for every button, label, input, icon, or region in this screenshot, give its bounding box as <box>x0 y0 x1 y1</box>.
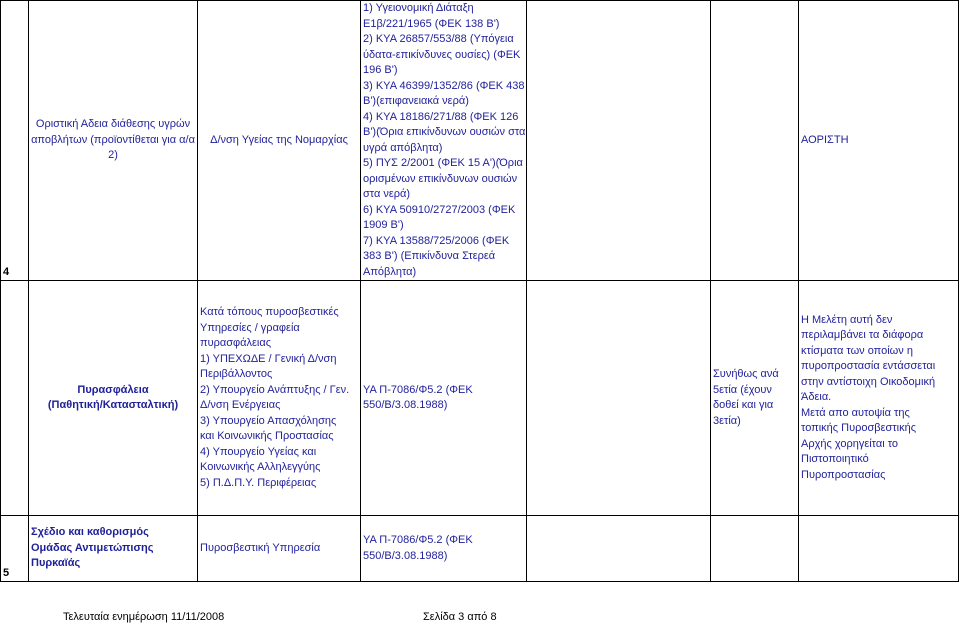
authority-line: και Κοινωνικής Προστασίας <box>200 430 334 442</box>
empty-cell <box>711 1 799 281</box>
authority-line: 3) Υπουργείο Απασχόλησης <box>200 414 337 427</box>
title-line: Πυρκαϊάς <box>31 557 81 570</box>
legislation-line: 550/Β/3.08.1988) <box>363 399 448 411</box>
table-row-4 <box>1 1 959 281</box>
legislation-line: Β')(Όρια επικίνδυνων ουσιών στα <box>363 126 526 138</box>
duration-line: 5ετία (έχουν <box>713 383 772 396</box>
legislation-line: Απόβλητα) <box>363 265 417 278</box>
permit-duration <box>711 516 799 582</box>
row-number: 4 <box>1 1 29 281</box>
duration-line: 3ετία) <box>713 414 741 427</box>
issuing-authority: Δ/νση Υγείας της Νομαρχίας <box>198 1 361 281</box>
legislation-line: ορισμένων επικίνδυνων ουσιών <box>363 172 518 185</box>
issuing-authority: Πυροσβεστική Υπηρεσία <box>198 516 361 582</box>
legislation-line: 1909 Β') <box>363 219 404 231</box>
page-footer <box>0 610 960 625</box>
permit-duration: ΑΟΡΙΣΤΗ <box>799 1 959 281</box>
permit-title: Οριστική Αδεια διάθεσης υγρών αποβλήτων (προϊοντίθεται για α/α 2) <box>29 1 198 281</box>
empty-cell <box>527 281 711 516</box>
legislation-line: 6) ΚΥΑ 50910/2727/2003 (ΦΕΚ <box>363 203 516 216</box>
authority-line: Περιβάλλοντος <box>200 368 273 380</box>
duration-line: δοθεί και για <box>713 399 774 411</box>
note-line: Αρχής χορηγείται το <box>801 437 899 450</box>
title-line: Πυρασφάλεια <box>77 383 149 396</box>
notes-cell <box>799 281 959 516</box>
row-number: 5 <box>1 516 29 582</box>
notes-cell <box>799 516 959 582</box>
note-line: Πιστοποιητικό <box>801 453 869 466</box>
empty-cell <box>527 1 711 281</box>
row-number <box>1 281 29 516</box>
legislation-line: 1) Υγειονομική Διάταξη <box>363 2 474 14</box>
legislation-line: Ε1β/221/1965 (ΦΕΚ 138 Β') <box>363 17 500 30</box>
duration-line: Συνήθως ανά <box>713 368 779 380</box>
legislation-line: 7) ΚΥΑ 13588/725/2006 (ΦΕΚ <box>363 234 510 247</box>
legislation-line: υγρά απόβλητα) <box>363 141 443 154</box>
authority-line: 2) Υπουργείο Ανάπτυξης / Γεν. <box>200 383 350 396</box>
page-number-text: Σελίδα 3 από 8 <box>423 611 497 623</box>
authority-line: πυρασφάλειας <box>200 337 272 349</box>
legislation-line: 3) ΚΥΑ 46399/1352/86 (ΦΕΚ 438 <box>363 79 525 92</box>
legislation-line: 4) ΚΥΑ 18186/271/88 (ΦΕΚ 126 <box>363 110 519 123</box>
note-line: περιλαμβάνει τα διάφορα <box>801 329 924 342</box>
legislation-line: 550/Β/3.08.1988) <box>363 549 448 562</box>
legislation-line: 2) ΚΥΑ 26857/553/88 (Υπόγεια <box>363 33 514 45</box>
note-line: πυροπροστασία εντάσσεται <box>801 360 936 373</box>
legislation-cell <box>361 281 527 516</box>
note-line: τοπικής Πυροσβεστικής <box>801 422 917 435</box>
permit-duration <box>711 281 799 516</box>
authority-line: 1) ΥΠΕΧΩΔΕ / Γενική Δ/νση <box>200 352 337 365</box>
authority-line: 4) Υπουργείο Υγείας και <box>200 445 317 458</box>
note-line: Μετά απο αυτοψία της <box>801 406 910 419</box>
legislation-line: ΥΑ Π-7086/Φ5.2 (ΦΕΚ <box>363 534 473 546</box>
permit-title <box>29 516 198 582</box>
legislation-cell <box>361 1 527 281</box>
legislation-line: Β')(επιφανειακά νερά) <box>363 95 469 107</box>
note-line: κτίσματα των οποίων η <box>801 344 913 357</box>
legislation-line: στα νερά) <box>363 188 411 200</box>
note-line: Άδεια. <box>801 391 832 404</box>
legislation-line: 5) ΠΥΣ 2/2001 (ΦΕΚ 15 Α')(Όρια <box>363 157 523 169</box>
table-row-5 <box>1 516 959 582</box>
authority-line: 5) Π.Δ.Π.Υ. Περιφέρειας <box>200 476 317 489</box>
note-line: στην αντίστοιχη Οικοδομική <box>801 375 936 388</box>
issuing-authority <box>198 281 361 516</box>
legislation-line: ύδατα-επικίνδυνες ουσίες) (ΦΕΚ <box>363 48 521 61</box>
empty-cell <box>527 516 711 582</box>
last-updated-text: Τελευταία ενημέρωση 11/11/2008 <box>63 611 225 623</box>
authority-line: Κατά τόπους πυροσβεστικές <box>200 306 339 318</box>
authority-line: Κοινωνικής Αλληλεγγύης <box>200 461 321 473</box>
authority-line: Υπηρεσίες / γραφεία <box>200 321 300 334</box>
note-line: Πυροπροστασίας <box>801 468 886 481</box>
legislation-line: 196 Β') <box>363 64 398 76</box>
legislation-line: 383 Β') (Επικίνδυνα Στερεά <box>363 250 496 262</box>
authority-line: Δ/νση Ενέργειας <box>200 399 281 411</box>
note-line: Η Μελέτη αυτή δεν <box>801 313 893 326</box>
legislation-cell <box>361 516 527 582</box>
title-line: Σχέδιο και καθορισμός <box>31 526 149 539</box>
legislation-line: ΥΑ Π-7086/Φ5.2 (ΦΕΚ <box>363 383 473 396</box>
table-row-fire-safety <box>1 281 959 516</box>
permit-title <box>29 281 198 516</box>
title-line: Ομάδας Αντιμετώπισης <box>31 541 154 554</box>
title-line: (Παθητική/Κατασταλτική) <box>47 399 179 411</box>
